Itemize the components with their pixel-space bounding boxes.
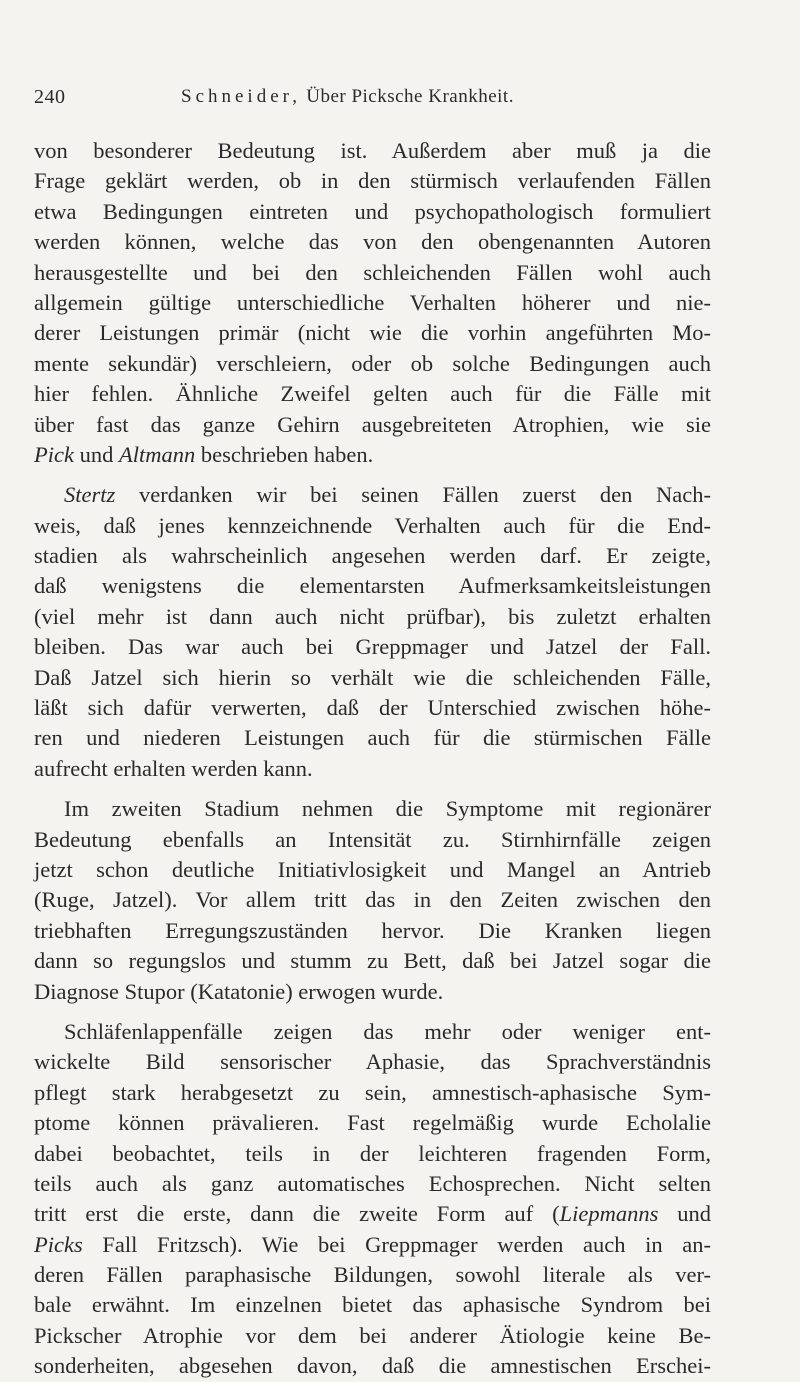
text-line: aufrecht erhalten werden kann. [34,755,313,781]
text-line: teils auch als ganz automatisches Echosprechen. Nicht selten [34,1170,711,1196]
author-name: Liepmanns [559,1201,659,1227]
text-line [34,1230,711,1260]
text-line: wickelte Bild sensorischer Aphasie, das Sprachverständnis [34,1049,711,1075]
text-line: werden können, welche das von den obengenannten Autoren [34,229,711,255]
paragraph-2 [34,480,711,784]
text-line: Pickscher Atrophie vor dem bei anderer Ätiologie keine Be- [34,1322,711,1348]
text-line: dann so regungslos und stumm zu Bett, daß bei Jatzel sogar die [34,948,711,974]
text-line: allgemein gültige unterschiedliche Verhalten höherer und nie- [34,289,711,315]
text-line: Daß Jatzel sich hierin so verhält wie die schleichenden Fälle, [34,664,711,690]
text-fragment: tritt erst die erste, dann die zweite Form auf ( [34,1201,560,1227]
author-name: Stertz [64,482,116,508]
text-fragment: Fall Fritzsch). Wie bei Greppmager werden auch in an- [82,1231,711,1257]
page-header [34,86,764,116]
author-name: Altmann [118,441,196,467]
text-line: herausgestellte und bei den schleichenden Fällen wohl auch [34,259,711,285]
running-head-title: Über Picksche Krankheit. [306,86,514,107]
text-line: daß wenigstens die elementarsten Aufmerksamkeitsleistungen [34,573,711,599]
text-line: stadien als wahrscheinlich angesehen werden darf. Er zeigte, [34,543,711,569]
paragraph-1 [34,136,711,470]
text-line: Diagnose Stupor (Katatonie) erwogen wurde. [34,978,444,1004]
text-line: jetzt schon deutliche Initiativlosigkeit und Mangel an Antrieb [34,856,711,882]
text-fragment: und [658,1201,711,1227]
text-line: ren und niederen Leistungen auch für die stürmischen Fälle [34,725,711,751]
running-head-author: Schneider, [181,86,301,107]
text-line: dabei beobachtet, teils in der leichteren fragenden Form, [34,1140,711,1166]
text-fragment: verdanken wir bei seinen Fällen zuerst den Nach- [115,482,711,508]
text-fragment: und [73,441,119,467]
text-line: Im zweiten Stadium nehmen die Symptome mit regionärer [64,796,711,822]
text-line: hier fehlen. Ähnliche Zweifel gelten auch für die Fälle mit [34,381,711,407]
text-line: pflegt stark herabgesetzt zu sein, amnestisch-aphasische Sym- [34,1079,711,1105]
text-line: deren Fällen paraphasische Bildungen, sowohl literale als ver- [34,1262,711,1288]
text-line: (Ruge, Jatzel). Vor allem tritt das in den Zeiten zwischen den [34,887,711,913]
text-line: derer Leistungen primär (nicht wie die vorhin angeführten Mo- [34,320,711,346]
text-line [34,1199,711,1229]
text-line: (viel mehr ist dann auch nicht prüfbar), bis zuletzt erhalten [34,603,711,629]
text-line [34,440,711,470]
text-line: über fast das ganze Gehirn ausgebreiteten Atrophien, wie sie [34,411,711,437]
text-line: Schläfenlappenfälle zeigen das mehr oder weniger ent- [64,1018,711,1044]
text-line: läßt sich dafür verwerten, daß der Unterschied zwischen höhe- [34,695,711,721]
text-line: triebhaften Erregungszuständen hervor. Die Kranken liegen [34,917,711,943]
author-name: Pick [34,441,74,467]
page-number: 240 [34,86,66,108]
text-line: mente sekundär) verschleiern, oder ob solche Bedingungen auch [34,350,711,376]
running-head [181,86,514,108]
text-line: Frage geklärt werden, ob in den stürmisch verlaufenden Fällen [34,168,711,194]
paragraph-4 [34,1017,711,1382]
text-line: bale erwähnt. Im einzelnen bietet das aphasische Syndrom bei [34,1292,711,1318]
text-line [34,480,711,510]
text-line: bleiben. Das war auch bei Greppmager und Jatzel der Fall. [34,634,711,660]
text-line: Bedeutung ebenfalls an Intensität zu. Stirnhirnfälle zeigen [34,826,711,852]
text-line: ptome können prävalieren. Fast regelmäßig wurde Echolalie [34,1110,711,1136]
text-line: von besonderer Bedeutung ist. Außerdem aber muß ja die [34,138,711,163]
text-line: sonderheiten, abgesehen davon, daß die amnestischen Erschei- [34,1353,711,1379]
body-text [34,136,711,1382]
author-name: Picks [34,1231,83,1257]
text-fragment: beschrieben haben. [195,441,374,467]
text-line: weis, daß jenes kennzeichnende Verhalten auch für die End- [34,512,711,538]
text-line: etwa Bedingungen eintreten und psychopathologisch formuliert [34,198,711,224]
paragraph-3 [34,794,711,1007]
